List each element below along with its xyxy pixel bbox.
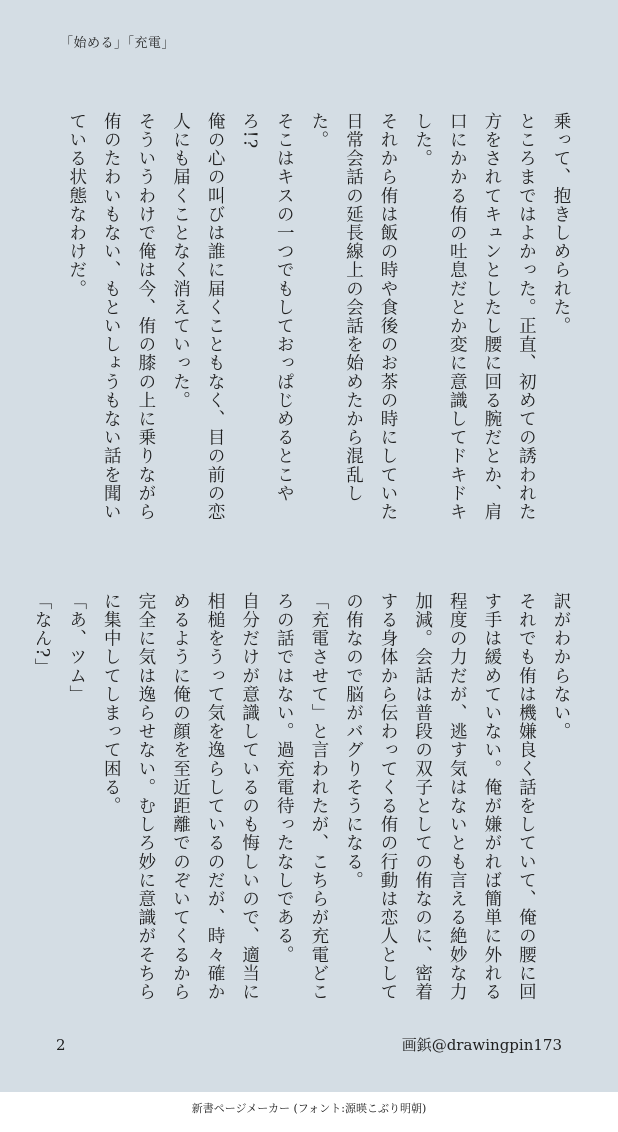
paragraph: ところまではよかった。正直、初めての誘われた方をされてキュンとしたし腰に回る腕だとか、肩口にかかる侑の吐息だとか変に意識してドキドキした。 — [412, 112, 537, 522]
generator-credit: 新書ページメーカー (フォント:源暎こぶり明朝) — [191, 1102, 427, 1115]
paragraph: それでも侑は機嫌良く話をしていて、俺の腰に回す手は緩めていない。俺が嫌がれば簡単に外れる程度の力だが、逃す気はないとも言える絶妙な力加減。会話は普段の双子としての侑なのに、密着する身体から伝わってくる侑の行動は恋人としての侑なので脳がバグりそうになる。 — [343, 592, 537, 1002]
text-column-lower — [32, 592, 578, 1012]
text-column-upper — [58, 112, 578, 532]
paragraph: 「充電させて」と言われたが、こちらが充電どころの話ではない。過充電待ったなしである。 — [274, 592, 329, 1002]
dialogue-line: 「なん?」 — [32, 592, 53, 677]
paragraph: 自分だけが意識しているのも悔しいので、適当に相槌をうって気を逸らしているのだが、時々確かめるように俺の顔を至近距離でのぞいてくるから完全に気は逸らせない。むしろ妙に意識がそちらに集中してしまって困る。 — [101, 592, 260, 1002]
paragraph: それから侑は飯の時や食後のお茶の時にしていた日常会話の延長線上の会話を始めたから混乱した。 — [308, 112, 399, 522]
dialogue-line: 「あ、ツム」 — [66, 592, 87, 704]
page-number: 2 — [56, 1036, 66, 1054]
paragraph: そこはキスの一つでもしておっぱじめるとこやろ!? — [239, 112, 295, 503]
paragraph: そういうわけで俺は今、侑の膝の上に乗りながら侑のたわいもない、もといしょうもない話を聞いている状態なわけだ。 — [66, 112, 156, 522]
chapter-title: 「始める」「充電」 — [60, 36, 176, 51]
author-credit: 画鋲@drawingpin173 — [401, 1036, 562, 1054]
paragraph: 訳がわからない。 — [551, 592, 571, 741]
paragraph: 俺の心の叫びは誰に届くこともなく、目の前の恋人にも届くことなく消えていった。 — [170, 112, 226, 522]
paragraph: 乗って、抱きしめられた。 — [551, 112, 571, 336]
